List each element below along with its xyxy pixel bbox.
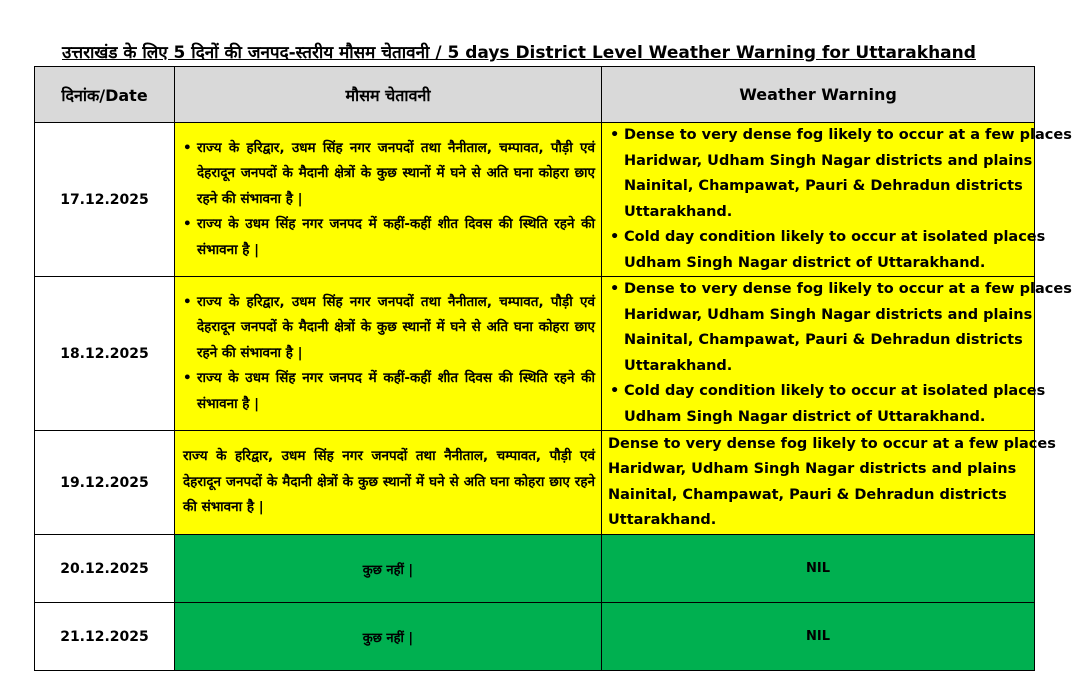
- warning-item: • Dense to very dense fog likely to occur at a few places Haridwar, Udham Singh Nagar districts and plains Nainital, Champawat, Pauri & Dehradun districts Uttarakhand.: [608, 277, 1034, 379]
- table-row: [35, 603, 1035, 671]
- english-warning-cell: [602, 123, 1072, 277]
- hindi-warning-cell: [175, 123, 602, 277]
- english-warning-cell: [602, 277, 1072, 431]
- warning-item: Dense to very dense fog likely to occur at a few places Haridwar, Udham Singh Nagar districts and plains Nainital, Champawat, Pauri & Dehradun districts Uttarakhand.: [608, 435, 1056, 528]
- warning-item: • राज्य के उधम सिंह नगर जनपद में कहीं-कहीं शीत दिवस की स्थिति रहने की संभावना है |: [181, 212, 595, 263]
- header-date: दिनांक/Date: [35, 67, 175, 123]
- header-hindi-warning: मौसम चेतावनी: [175, 67, 602, 123]
- warning-item: • राज्य के हरिद्वार, उधम सिंह नगर जनपदों तथा नैनीताल, चम्पावत, पौड़ी एवं देहरादून जनपदों के मैदानी क्षेत्रों के कुछ स्थानों में घने से अति घना कोहरा छाए रहने की संभावना है |: [181, 290, 595, 367]
- date-cell: 17.12.2025: [35, 123, 175, 277]
- table-row: [35, 431, 1035, 535]
- warning-item: • राज्य के हरिद्वार, उधम सिंह नगर जनपदों तथा नैनीताल, चम्पावत, पौड़ी एवं देहरादून जनपदों के मैदानी क्षेत्रों के कुछ स्थानों में घने से अति घना कोहरा छाए रहने की संभावना है |: [181, 136, 595, 213]
- date-cell: 18.12.2025: [35, 277, 175, 431]
- hindi-warning-cell: कुछ नहीं |: [175, 603, 602, 671]
- table-row: [35, 535, 1035, 603]
- hindi-warning-cell: कुछ नहीं |: [175, 535, 602, 603]
- date-cell: 20.12.2025: [35, 535, 175, 603]
- warning-item: • Cold day condition likely to occur at isolated places Udham Singh Nagar district of Uttarakhand.: [608, 225, 1034, 276]
- warning-item: • राज्य के उधम सिंह नगर जनपद में कहीं-कहीं शीत दिवस की स्थिति रहने की संभावना है |: [181, 366, 595, 417]
- date-cell: 21.12.2025: [35, 603, 175, 671]
- warning-item: • Cold day condition likely to occur at isolated places Udham Singh Nagar district of Uttarakhand.: [608, 379, 1034, 430]
- hindi-warning-cell: [175, 431, 602, 535]
- header-row: [35, 67, 1035, 123]
- english-warning-cell: [602, 431, 1056, 535]
- header-english-warning: Weather Warning: [602, 67, 1035, 123]
- table-row: [35, 277, 1035, 431]
- warning-table: [34, 66, 1072, 671]
- warning-item: राज्य के हरिद्वार, उधम सिंह नगर जनपदों तथा नैनीताल, चम्पावत, पौड़ी एवं देहरादून जनपदों के मैदानी क्षेत्रों के कुछ स्थानों में घने से अति घना कोहरा छाए रहने की संभावना है |: [183, 448, 595, 516]
- date-cell: 19.12.2025: [35, 431, 175, 535]
- english-warning-cell: NIL: [602, 603, 1035, 671]
- hindi-warning-cell: [175, 277, 602, 431]
- english-warning-cell: NIL: [602, 535, 1035, 603]
- warning-item: • Dense to very dense fog likely to occur at a few places Haridwar, Udham Singh Nagar districts and plains Nainital, Champawat, Pauri & Dehradun districts Uttarakhand.: [608, 123, 1034, 225]
- document-title: उत्तराखंड के लिए 5 दिनों की जनपद-स्तरीय मौसम चेतावनी / 5 days District Level Weather Warning for Uttarakhand: [62, 43, 976, 63]
- table-row: [35, 123, 1035, 277]
